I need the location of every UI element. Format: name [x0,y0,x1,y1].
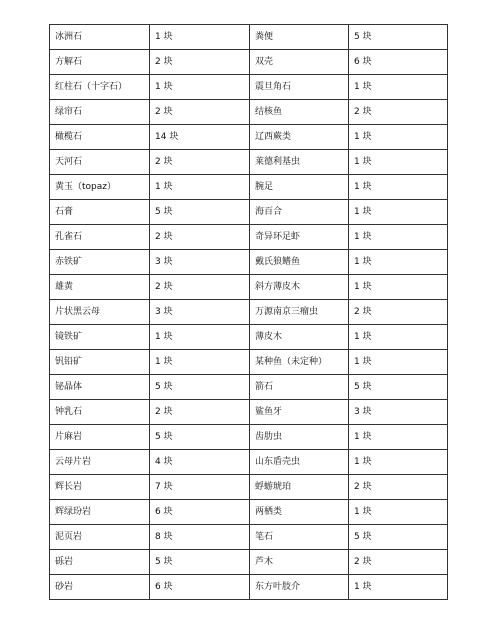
specimen-name-cell: 某种鱼（未定种） [250,350,349,375]
specimen-table [49,24,448,600]
specimen-quantity-cell: 1 块 [150,350,250,375]
specimen-quantity-cell: 3 块 [349,400,448,425]
specimen-name-cell: 片麻岩 [50,425,150,450]
specimen-quantity-cell: 1 块 [349,575,448,600]
table-row [50,100,448,125]
table-row [50,425,448,450]
specimen-quantity-cell: 2 块 [150,50,250,75]
specimen-name-cell: 莱德利基虫 [250,150,349,175]
table-row [50,275,448,300]
specimen-quantity-cell: 6 块 [349,50,448,75]
specimen-name-cell: 结核鱼 [250,100,349,125]
specimen-name-cell: 冰洲石 [50,25,150,50]
specimen-name-cell: 蜉蝣琥珀 [250,475,349,500]
specimen-name-cell: 云母片岩 [50,450,150,475]
table-row [50,500,448,525]
table-row [50,475,448,500]
specimen-name-cell: 海百合 [250,200,349,225]
specimen-name-cell: 笔石 [250,525,349,550]
specimen-name-cell: 斜方薄皮木 [250,275,349,300]
specimen-quantity-cell: 6 块 [150,500,250,525]
table-row [50,75,448,100]
specimen-name-cell: 双壳 [250,50,349,75]
specimen-quantity-cell: 1 块 [150,175,250,200]
specimen-quantity-cell: 2 块 [349,475,448,500]
specimen-name-cell: 腕足 [250,175,349,200]
table-row [50,450,448,475]
specimen-quantity-cell: 1 块 [150,75,250,100]
specimen-name-cell: 石膏 [50,200,150,225]
specimen-quantity-cell: 5 块 [150,550,250,575]
table-row [50,200,448,225]
specimen-quantity-cell: 1 块 [349,75,448,100]
specimen-quantity-cell: 2 块 [150,150,250,175]
specimen-quantity-cell: 1 块 [349,450,448,475]
table-row [50,125,448,150]
specimen-name-cell: 砂岩 [50,575,150,600]
specimen-quantity-cell: 5 块 [150,375,250,400]
specimen-name-cell: 震旦角石 [250,75,349,100]
specimen-name-cell: 两栖类 [250,500,349,525]
specimen-quantity-cell: 1 块 [349,350,448,375]
specimen-name-cell: 鲨鱼牙 [250,400,349,425]
table-row [50,175,448,200]
specimen-name-cell: 戴氏狼鳍鱼 [250,250,349,275]
specimen-name-cell: 芦木 [250,550,349,575]
table-row [50,325,448,350]
specimen-name-cell: 赤铁矿 [50,250,150,275]
specimen-quantity-cell: 1 块 [349,500,448,525]
specimen-quantity-cell: 5 块 [150,200,250,225]
specimen-name-cell: 铋晶体 [50,375,150,400]
specimen-name-cell: 红柱石（十字石） [50,75,150,100]
document-page [49,24,447,600]
specimen-quantity-cell: 2 块 [150,275,250,300]
specimen-name-cell: 辉绿玢岩 [50,500,150,525]
specimen-name-cell: 钒铅矿 [50,350,150,375]
specimen-name-cell: 孔雀石 [50,225,150,250]
specimen-quantity-cell: 1 块 [349,275,448,300]
specimen-quantity-cell: 5 块 [349,525,448,550]
table-row [50,50,448,75]
specimen-quantity-cell: 2 块 [349,550,448,575]
specimen-name-cell: 山东盾壳虫 [250,450,349,475]
specimen-name-cell: 雄黄 [50,275,150,300]
table-row [50,400,448,425]
specimen-quantity-cell: 1 块 [349,425,448,450]
specimen-name-cell: 片状黑云母 [50,300,150,325]
table-row [50,575,448,600]
specimen-name-cell: 辉长岩 [50,475,150,500]
specimen-name-cell: 箭石 [250,375,349,400]
specimen-quantity-cell: 1 块 [150,25,250,50]
specimen-quantity-cell: 1 块 [349,325,448,350]
specimen-quantity-cell: 1 块 [150,325,250,350]
specimen-table-body [50,25,448,600]
table-row [50,250,448,275]
specimen-name-cell: 泥页岩 [50,525,150,550]
specimen-name-cell: 奇异环足虾 [250,225,349,250]
specimen-quantity-cell: 8 块 [150,525,250,550]
specimen-name-cell: 砾岩 [50,550,150,575]
specimen-name-cell: 黄玉（topaz） [50,175,150,200]
table-row [50,300,448,325]
specimen-quantity-cell: 14 块 [150,125,250,150]
specimen-quantity-cell: 5 块 [150,425,250,450]
specimen-name-cell: 薄皮木 [250,325,349,350]
table-row [50,150,448,175]
specimen-quantity-cell: 2 块 [150,400,250,425]
specimen-name-cell: 绿帘石 [50,100,150,125]
specimen-name-cell: 齿肋虫 [250,425,349,450]
specimen-quantity-cell: 7 块 [150,475,250,500]
table-row [50,550,448,575]
specimen-name-cell: 天河石 [50,150,150,175]
specimen-name-cell: 方解石 [50,50,150,75]
specimen-quantity-cell: 2 块 [349,300,448,325]
specimen-name-cell: 万源南京三瘤虫 [250,300,349,325]
specimen-name-cell: 东方叶肢介 [250,575,349,600]
specimen-quantity-cell: 1 块 [349,225,448,250]
specimen-quantity-cell: 1 块 [349,200,448,225]
specimen-name-cell: 镜铁矿 [50,325,150,350]
specimen-quantity-cell: 1 块 [349,250,448,275]
specimen-name-cell: 钟乳石 [50,400,150,425]
specimen-quantity-cell: 3 块 [150,300,250,325]
specimen-quantity-cell: 1 块 [349,150,448,175]
specimen-quantity-cell: 2 块 [150,100,250,125]
table-row [50,525,448,550]
table-row [50,375,448,400]
table-row [50,25,448,50]
specimen-quantity-cell: 5 块 [349,375,448,400]
table-row [50,350,448,375]
specimen-name-cell: 辽西蕨类 [250,125,349,150]
specimen-name-cell: 橄榄石 [50,125,150,150]
specimen-quantity-cell: 4 块 [150,450,250,475]
specimen-quantity-cell: 5 块 [349,25,448,50]
table-row [50,225,448,250]
specimen-quantity-cell: 3 块 [150,250,250,275]
specimen-quantity-cell: 1 块 [349,175,448,200]
specimen-quantity-cell: 2 块 [150,225,250,250]
specimen-quantity-cell: 2 块 [349,100,448,125]
specimen-name-cell: 粪便 [250,25,349,50]
specimen-quantity-cell: 6 块 [150,575,250,600]
specimen-quantity-cell: 1 块 [349,125,448,150]
